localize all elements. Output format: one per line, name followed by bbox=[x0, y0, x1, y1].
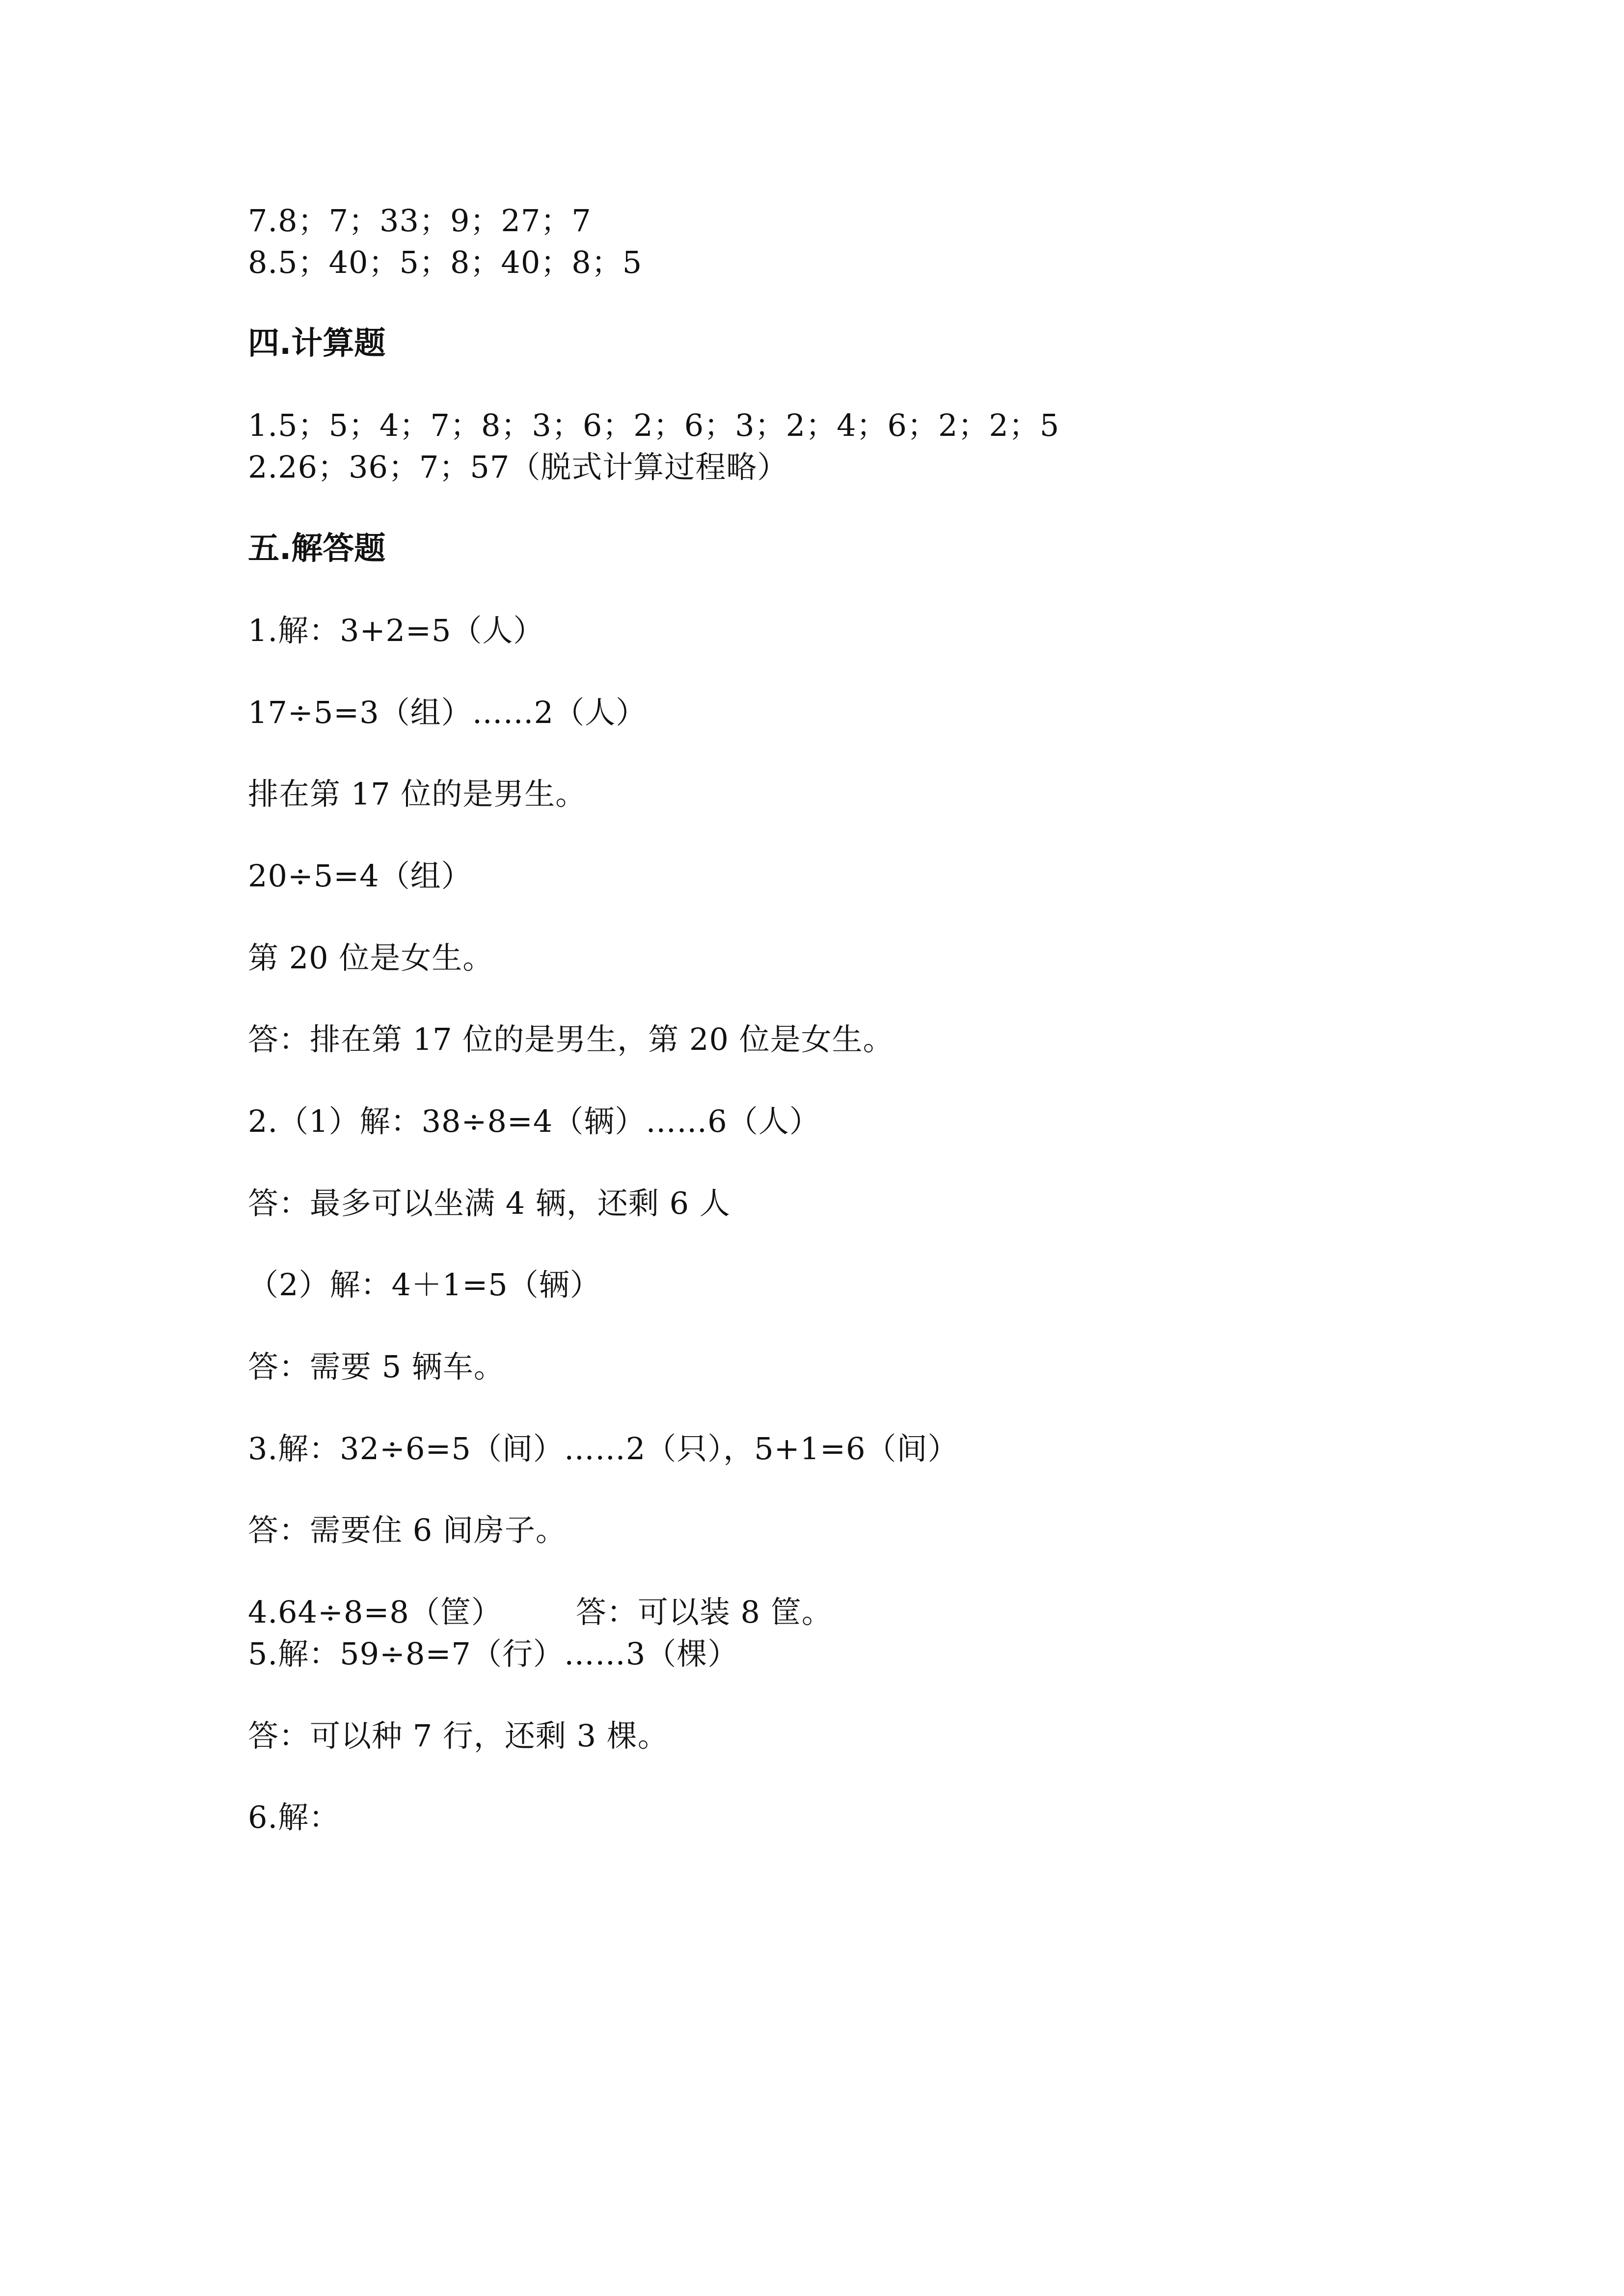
solution-2-line-2: （2）解：4＋1=5（辆） bbox=[248, 1267, 601, 1303]
solution-4-line bbox=[248, 1593, 833, 1632]
section-heading-solutions: 五.解答题 bbox=[248, 531, 386, 567]
solution-6-line-1: 6.解： bbox=[248, 1799, 340, 1835]
solution-5-line-1: 5.解：59÷8=7（行）……3（棵） bbox=[248, 1636, 739, 1672]
answer-line-calc-2: 2.26；36；7；57（脱式计算过程略） bbox=[248, 449, 788, 485]
answer-line-q8: 8.5；40；5；8；40；8；5 bbox=[248, 244, 643, 280]
solution-1-line-2: 17÷5=3（组）……2（人） bbox=[248, 694, 647, 730]
answer-line-calc-1: 1.5；5；4；7；8；3；6；2；6；3；2；4；6；2；2；5 bbox=[248, 407, 1060, 443]
section-heading-calculation: 四.计算题 bbox=[248, 325, 386, 362]
solution-2-answer-2: 答：需要 5 辆车。 bbox=[248, 1349, 505, 1385]
solution-2-answer-1: 答：最多可以坐满 4 辆，还剩 6 人 bbox=[248, 1185, 731, 1221]
solution-5-answer: 答：可以种 7 行，还剩 3 棵。 bbox=[248, 1718, 669, 1754]
answer-line-q7: 7.8；7；33；9；27；7 bbox=[248, 203, 592, 239]
solution-1-line-1: 1.解：3+2=5（人） bbox=[248, 613, 544, 648]
solution-1-line-5: 第 20 位是女生。 bbox=[248, 940, 494, 976]
solution-1-line-3: 排在第 17 位的是男生。 bbox=[248, 776, 587, 812]
solution-3-answer: 答：需要住 6 间房子。 bbox=[248, 1512, 567, 1548]
solution-1-line-4: 20÷5=4（组） bbox=[248, 858, 472, 894]
solution-4-answer: 答：可以装 8 筐。 bbox=[575, 1594, 833, 1630]
solution-3-line-1: 3.解：32÷6=5（间）……2（只），5+1=6（间） bbox=[248, 1431, 959, 1467]
solution-4-calc: 4.64÷8=8（筐） bbox=[248, 1594, 502, 1630]
solution-1-answer: 答：排在第 17 位的是男生，第 20 位是女生。 bbox=[248, 1021, 894, 1057]
solution-2-line-1: 2.（1）解：38÷8=4（辆）……6（人） bbox=[248, 1103, 820, 1139]
